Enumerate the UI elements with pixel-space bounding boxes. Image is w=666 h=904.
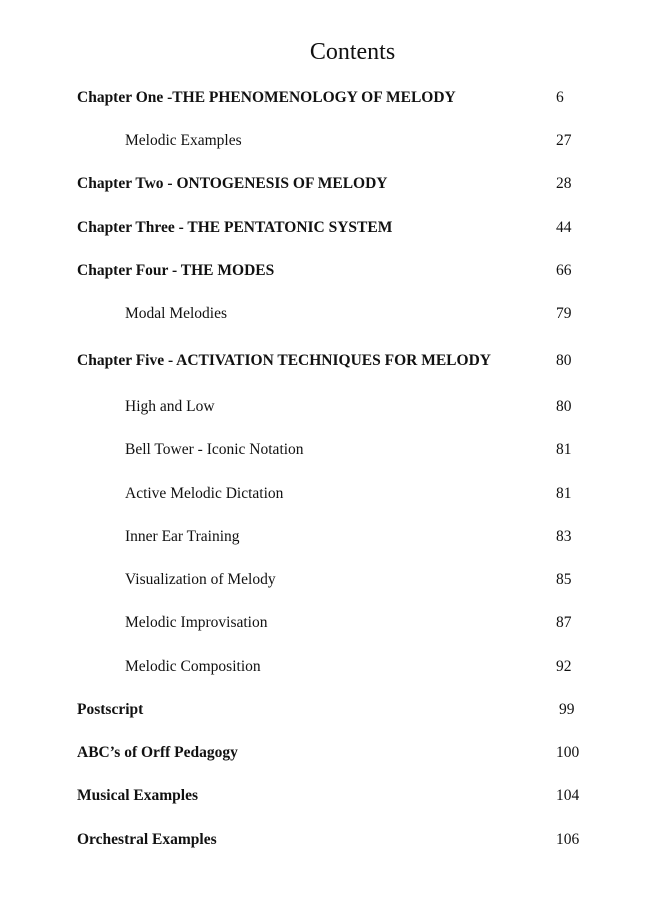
toc-entry-title: Active Melodic Dictation (125, 485, 284, 502)
toc-entry-title: Bell Tower - Iconic Notation (125, 441, 304, 458)
toc-entry-page: 80 (556, 352, 572, 369)
toc-entry-page: 85 (556, 571, 572, 588)
toc-entry-title: Musical Examples (77, 787, 198, 804)
toc-entry-title: Melodic Examples (125, 132, 242, 149)
toc-modal-melodies (0, 303, 666, 325)
toc-musical-examples (0, 785, 666, 807)
toc-entry-title: Melodic Composition (125, 658, 261, 675)
toc-entry-page: 87 (556, 614, 572, 631)
toc-visualization-of-melody (0, 569, 666, 591)
toc-chapter-three (0, 217, 666, 239)
toc-entry-title: Chapter Three - THE PENTATONIC SYSTEM (77, 219, 393, 236)
toc-entry-title: ABC’s of Orff Pedagogy (77, 744, 238, 761)
page-title: Contents (309, 39, 396, 65)
toc-entry-title: Orchestral Examples (77, 831, 217, 848)
toc-entry-page: 6 (556, 89, 564, 106)
toc-entry-page: 80 (556, 398, 572, 415)
toc-entry-page: 83 (556, 528, 572, 545)
toc-entry-page: 79 (556, 305, 572, 322)
toc-entry-page: 99 (559, 701, 575, 718)
toc-entry-page: 100 (556, 744, 580, 761)
toc-entry-page: 81 (556, 441, 572, 458)
toc-orchestral-examples (0, 829, 666, 851)
toc-chapter-two (0, 173, 666, 195)
toc-entry-page: 28 (556, 175, 572, 192)
toc-entry-page: 27 (556, 132, 572, 149)
toc-entry-title: Visualization of Melody (125, 571, 276, 588)
toc-entry-page: 66 (556, 262, 572, 279)
toc-entry-title: Chapter One -THE PHENOMENOLOGY OF MELODY (77, 89, 456, 106)
toc-chapter-one (0, 87, 666, 109)
toc-entry-title: Inner Ear Training (125, 528, 240, 545)
toc-entry-title: High and Low (125, 398, 215, 415)
toc-melodic-composition (0, 656, 666, 678)
toc-entry-title: Melodic Improvisation (125, 614, 268, 631)
toc-abcs-of-orff-pedagogy (0, 742, 666, 764)
toc-inner-ear-training (0, 526, 666, 548)
toc-entry-page: 106 (556, 831, 580, 848)
toc-entry-title: Chapter Four - THE MODES (77, 262, 275, 279)
toc-melodic-examples (0, 130, 666, 152)
toc-entry-title: Chapter Five - ACTIVATION TECHNIQUES FOR MELODY (77, 352, 491, 369)
toc-entry-title: Postscript (77, 701, 144, 718)
toc-entry-page: 104 (556, 787, 580, 804)
toc-chapter-five (0, 350, 666, 372)
toc-bell-tower (0, 439, 666, 461)
toc-active-melodic-dictation (0, 483, 666, 505)
toc-postscript (0, 699, 666, 721)
toc-entry-page: 92 (556, 658, 572, 675)
toc-entry-page: 44 (556, 219, 572, 236)
toc-high-and-low (0, 396, 666, 418)
toc-melodic-improvisation (0, 612, 666, 634)
toc-entry-title: Chapter Two - ONTOGENESIS OF MELODY (77, 175, 388, 192)
toc-chapter-four (0, 260, 666, 282)
toc-entry-title: Modal Melodies (125, 305, 228, 322)
toc-entry-page: 81 (556, 485, 572, 502)
